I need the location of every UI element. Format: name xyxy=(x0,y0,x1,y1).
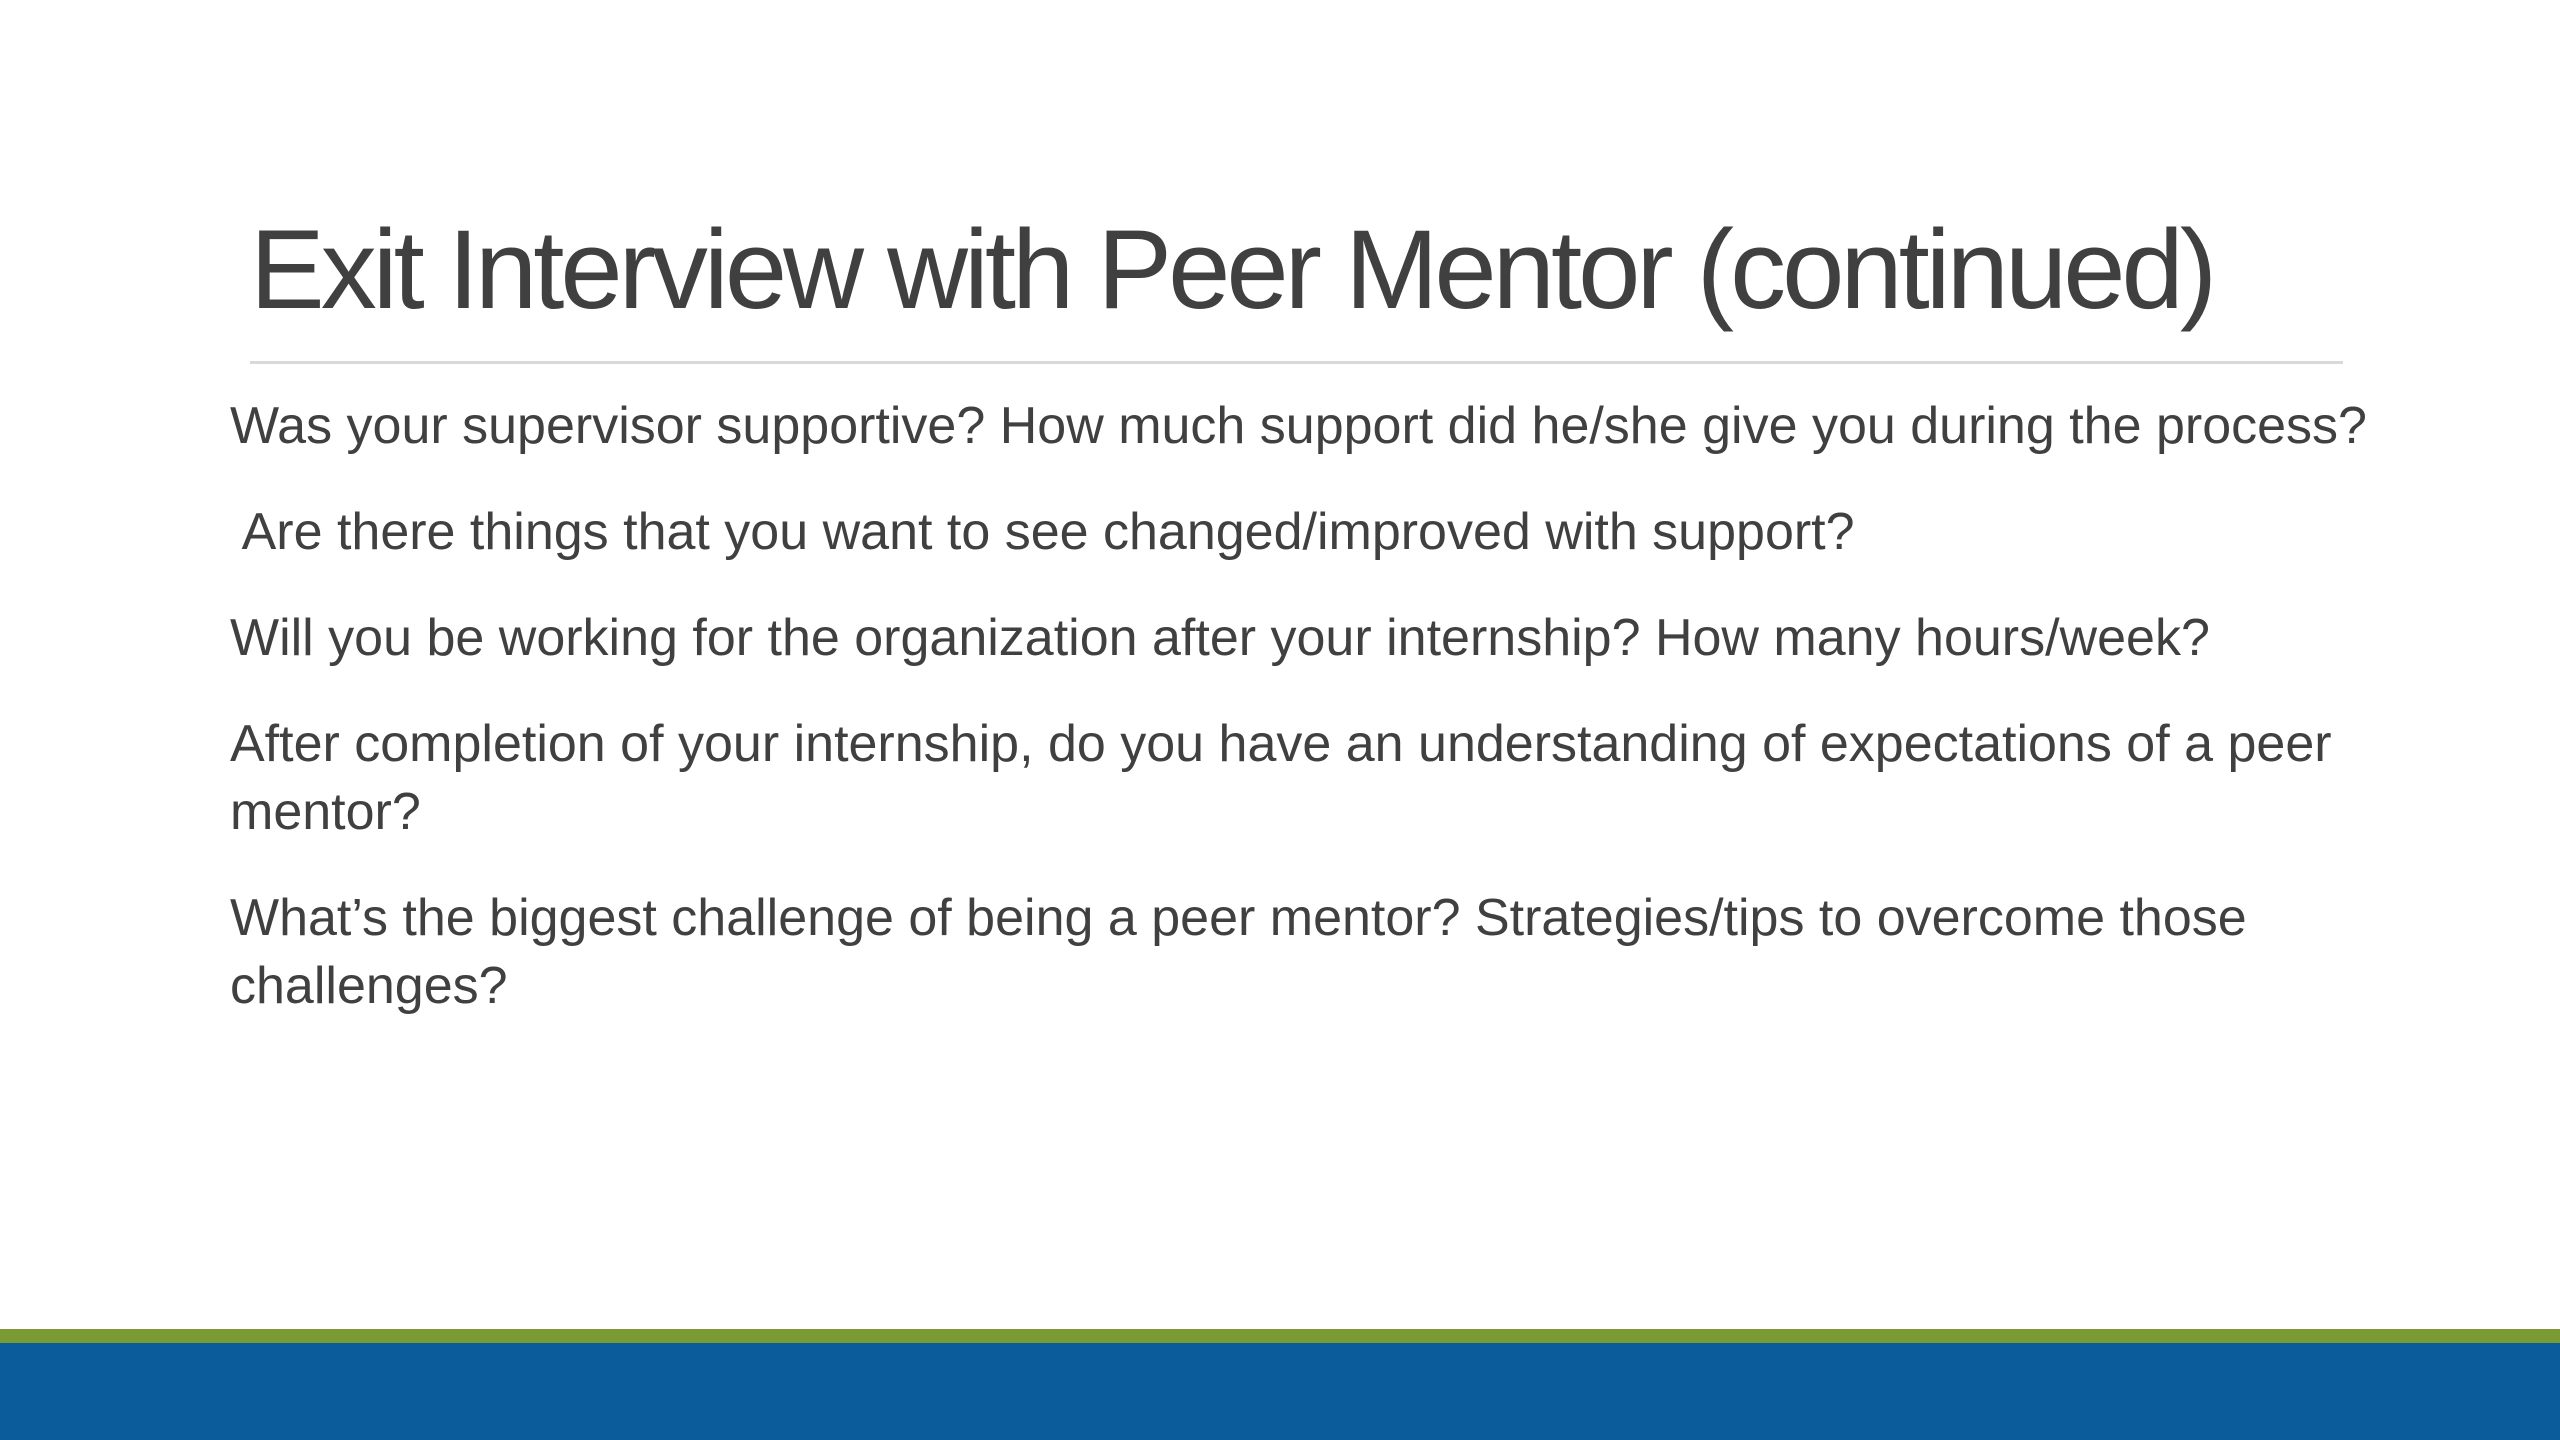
footer-band-blue xyxy=(0,1343,2560,1440)
slide-body xyxy=(230,392,2380,1058)
question-paragraph: After completion of your internship, do you have an understanding of expectations of a peer mentor? xyxy=(230,715,2332,841)
title-divider xyxy=(250,361,2343,364)
question-paragraph: Will you be working for the organization after your internship? How many hours/week? xyxy=(230,609,2210,667)
question-paragraph: Was your supervisor supportive? How much support did he/she give you during the process? xyxy=(230,397,2367,455)
footer-accent-green xyxy=(0,1329,2560,1343)
slide-title: Exit Interview with Peer Mentor (continued) xyxy=(250,207,2214,332)
question-paragraph: Are there things that you want to see changed/improved with support? xyxy=(230,503,1855,561)
question-paragraph: What’s the biggest challenge of being a peer mentor? Strategies/tips to overcome those challenges? xyxy=(230,889,2247,1015)
